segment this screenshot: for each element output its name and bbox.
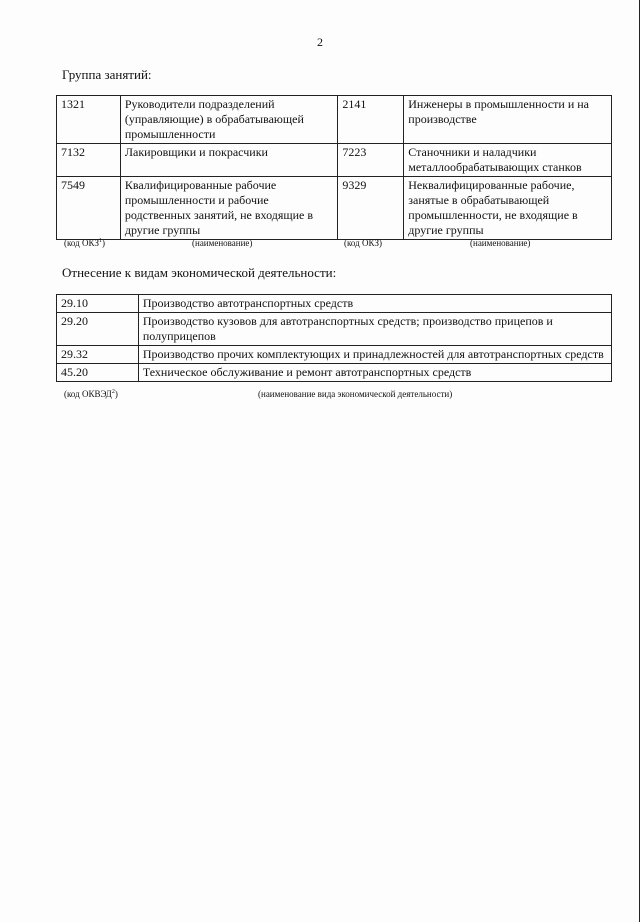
okz-code-caption: (код ОКЗ$^1$) (64, 238, 105, 248)
economic-activity-title: Отнесение к видам экономической деятельности: (62, 265, 337, 280)
okved-name-cell: Техническое обслуживание и ремонт автотранспортных средств (138, 364, 611, 382)
table-row (57, 177, 612, 240)
okz-name-cell: Лакировщики и покрасчики (120, 144, 338, 177)
okved-code-cell: 45.20 (57, 364, 139, 382)
okz-code-caption: (код ОКЗ) (344, 238, 382, 248)
okz-code-cell: 7223 (338, 144, 404, 177)
okved-name-cell: Производство автотранспортных средств (138, 295, 611, 313)
okz-name-cell: Инженеры в промышленности и на производстве (404, 96, 612, 144)
occupation-group-title: Группа занятий: (62, 67, 152, 82)
table-row (57, 364, 612, 382)
table-row (57, 144, 612, 177)
okved-code-cell: 29.32 (57, 346, 139, 364)
table-row (57, 346, 612, 364)
okz-name-caption: (наименование) (470, 238, 531, 248)
okz-code-cell: 7132 (57, 144, 121, 177)
okz-code-cell: 7549 (57, 177, 121, 240)
okved-name-cell: Производство кузовов для автотранспортных средств; производство прицепов и полуприцепов (138, 313, 611, 346)
occupation-group-table (56, 95, 612, 240)
okz-code-cell: 9329 (338, 177, 404, 240)
okved-code-cell: 29.20 (57, 313, 139, 346)
table-row (57, 313, 612, 346)
okz-code-cell: 2141 (338, 96, 404, 144)
page-number: 2 (317, 35, 323, 49)
okved-code-cell: 29.10 (57, 295, 139, 313)
okved-name-caption: (наименование вида экономической деятельности) (258, 389, 453, 399)
okz-name-cell: Руководители подразделений (управляющие) в обрабатывающей промышленности (120, 96, 338, 144)
okz-name-caption: (наименование) (192, 238, 253, 248)
okz-name-cell: Неквалифицированные рабочие, занятые в обрабатывающей промышленности, не входящие в другие группы (404, 177, 612, 240)
okved-code-caption: (код ОКВЭД$^2$) (64, 389, 118, 399)
table-row (57, 295, 612, 313)
okz-name-cell: Квалифицированные рабочие промышленности и рабочие родственных занятий, не входящие в другие группы (120, 177, 338, 240)
okz-name-cell: Станочники и наладчики металлообрабатывающих станков (404, 144, 612, 177)
okz-code-cell: 1321 (57, 96, 121, 144)
economic-activity-table (56, 294, 612, 382)
table-row (57, 96, 612, 144)
okved-name-cell: Производство прочих комплектующих и принадлежностей для автотранспортных средств (138, 346, 611, 364)
